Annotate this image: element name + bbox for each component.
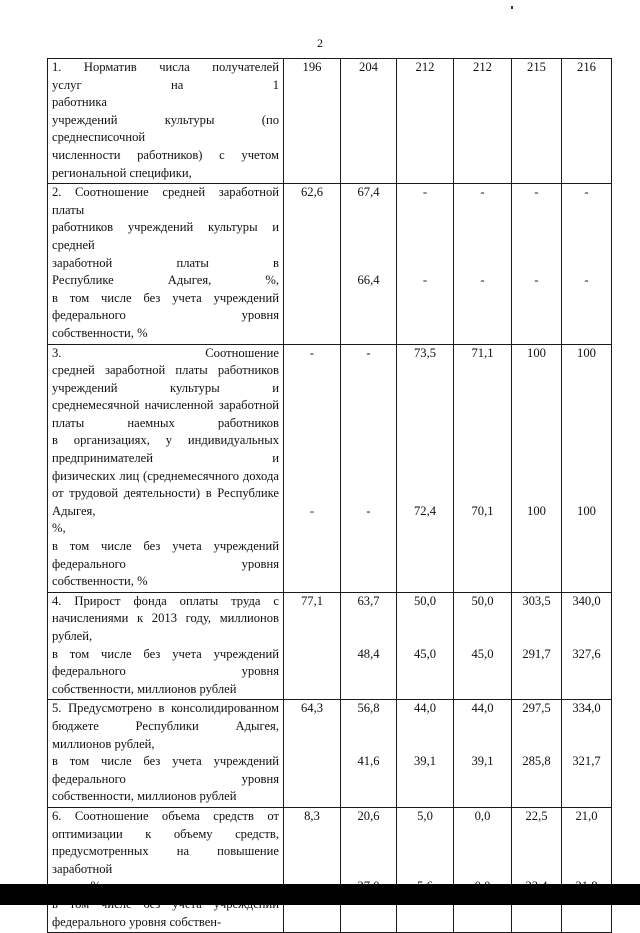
value: 71,1 — [471, 345, 494, 360]
value: 100 — [577, 345, 596, 360]
subvalue: 41,6 — [357, 754, 380, 769]
indicator-label — [48, 59, 284, 184]
value-cell — [454, 184, 512, 344]
spacer — [345, 826, 392, 879]
spacer — [516, 718, 557, 753]
spacer — [401, 362, 449, 503]
spacer — [345, 362, 392, 503]
value-cell — [284, 807, 341, 932]
subvalue: - — [309, 503, 315, 518]
subvalue: 70,1 — [471, 503, 494, 518]
scan-border — [0, 884, 640, 905]
table-row — [48, 807, 612, 932]
value-cell — [454, 59, 512, 184]
table-row — [48, 59, 612, 184]
indicator-label — [48, 592, 284, 700]
value-cell — [562, 700, 612, 808]
table-row — [48, 700, 612, 808]
value: 44,0 — [413, 701, 437, 716]
value-cell — [512, 592, 562, 700]
value: 20,6 — [357, 808, 380, 823]
spacer — [458, 718, 507, 753]
spacer — [566, 718, 607, 753]
spacer — [516, 826, 557, 879]
subvalue: 48,4 — [357, 646, 380, 661]
subvalue: 66,4 — [357, 273, 380, 288]
subvalue: 291,7 — [522, 646, 551, 661]
value-cell — [341, 807, 397, 932]
table-row — [48, 592, 612, 700]
value-cell — [562, 184, 612, 344]
spacer — [288, 202, 336, 272]
value-cell — [454, 807, 512, 932]
value-cell — [397, 592, 454, 700]
spacer — [401, 610, 449, 645]
value: - — [480, 185, 485, 200]
value-cell — [341, 700, 397, 808]
subvalue: 100 — [527, 503, 546, 518]
value: 56,8 — [357, 701, 380, 716]
indicator-label — [48, 184, 284, 344]
subvalue: - — [480, 273, 485, 288]
value-cell — [341, 184, 397, 344]
value-cell — [341, 59, 397, 184]
spacer — [458, 202, 507, 272]
value-cell — [454, 700, 512, 808]
spacer — [516, 610, 557, 645]
spacer — [516, 362, 557, 503]
subvalue: 39,1 — [471, 754, 494, 769]
spacer — [288, 610, 336, 645]
value: 44,0 — [471, 701, 494, 716]
value: 22,5 — [525, 808, 548, 823]
table-row — [48, 184, 612, 344]
spacer — [401, 202, 449, 272]
value: 50,0 — [471, 593, 494, 608]
value-cell — [512, 700, 562, 808]
subvalue: 285,8 — [522, 754, 551, 769]
subvalue: - — [422, 273, 428, 288]
value: 50,0 — [413, 593, 437, 608]
spacer — [566, 610, 607, 645]
value: 196 — [302, 60, 322, 74]
value: 8,3 — [304, 808, 320, 823]
indicator-subtext: в том числе без учета учреждений федерального уровня собственности, миллионов рублей — [52, 646, 279, 696]
value: 73,5 — [413, 345, 437, 360]
value-cell — [284, 592, 341, 700]
subvalue: - — [584, 273, 589, 288]
indicator-text: 3. Соотношение средней заработной платы работников учреждений культуры и среднемесячной начисленной заработной платы наемных работников в организациях, у индивидуальных предпринимателей и физических лиц (среднемесячного дохода от трудовой деятельности) в Республике Адыгея, %, — [52, 345, 279, 536]
value-cell — [284, 59, 341, 184]
value-cell — [454, 344, 512, 592]
spacer — [458, 826, 507, 879]
value: 297,5 — [522, 701, 551, 716]
spacer — [458, 362, 507, 503]
value: - — [584, 185, 589, 200]
spacer — [401, 718, 449, 753]
indicator-text: 5. Предусмотрено в консолидированном бюджете Республики Адыгея, миллионов рублей, — [52, 701, 279, 751]
indicator-subtext: в том числе без учета учреждений федерального уровня собственности, % — [52, 539, 279, 589]
value-cell — [341, 344, 397, 592]
subvalue: 321,7 — [572, 754, 601, 769]
value: 77,1 — [300, 593, 324, 608]
table-row — [48, 344, 612, 592]
value-cell — [454, 592, 512, 700]
value: 303,5 — [522, 593, 551, 608]
page-number: 2 — [317, 36, 323, 50]
value: 21,0 — [575, 808, 598, 823]
value-cell — [397, 700, 454, 808]
value-cell — [562, 59, 612, 184]
spacer — [458, 610, 507, 645]
value: 215 — [527, 60, 546, 74]
indicator-subtext: федерального уровня собствен- — [52, 914, 222, 929]
spacer — [345, 718, 392, 753]
value: 204 — [359, 60, 378, 74]
subvalue: 327,6 — [572, 646, 601, 661]
value: 212 — [473, 60, 492, 74]
indicator-label — [48, 700, 284, 808]
spacer — [288, 362, 336, 503]
scan-speck — [511, 6, 513, 9]
spacer — [516, 202, 557, 272]
subvalue: - — [534, 273, 539, 288]
value-cell — [397, 344, 454, 592]
value-cell — [512, 807, 562, 932]
indicator-text: 2. Соотношение средней заработной платы работников учреждений культуры и средней заработной платы в Республике Адыгея, %, — [52, 185, 279, 288]
subvalue: 39,1 — [413, 754, 437, 769]
value-cell — [341, 592, 397, 700]
value-cell — [562, 807, 612, 932]
value: 216 — [577, 60, 596, 74]
value-cell — [562, 344, 612, 592]
value: 334,0 — [572, 701, 601, 716]
subvalue: 45,0 — [471, 646, 494, 661]
value: 67,4 — [357, 185, 380, 200]
indicator-subtext: в том числе без учета учреждений федерального уровня собственности, % — [52, 290, 279, 340]
subvalue: - — [366, 503, 371, 518]
value-cell — [397, 59, 454, 184]
indicator-text: 1. Норматив числа получателей услуг на 1 работника учреждений культуры (по среднесписочной численности работников) с учетом региональной специфики, — [52, 60, 279, 180]
value: - — [366, 345, 371, 360]
value-cell — [512, 344, 562, 592]
indicator-label — [48, 344, 284, 592]
spacer — [566, 362, 607, 503]
subvalue: 72,4 — [413, 503, 437, 518]
spacer — [566, 202, 607, 272]
spacer — [288, 718, 336, 753]
value-cell — [397, 184, 454, 344]
spacer — [566, 826, 607, 879]
value: 0,0 — [474, 808, 491, 823]
value: 64,3 — [300, 701, 324, 716]
indicator-text: 6. Соотношение объема средств от оптимизации к объему средств, предусмотренных на повышение заработной — [52, 808, 279, 876]
spacer — [345, 202, 392, 272]
subvalue: 100 — [577, 503, 596, 518]
value-cell — [397, 807, 454, 932]
value: - — [309, 345, 315, 360]
value-cell — [562, 592, 612, 700]
spacer — [401, 826, 449, 879]
value: - — [422, 185, 428, 200]
indicator-subtext: в том числе без учета учреждений федерального уровня собственности, миллионов рублей — [52, 754, 279, 804]
value: 212 — [415, 60, 435, 74]
value-cell — [284, 184, 341, 344]
indicator-label — [48, 807, 284, 932]
indicator-text: 4. Прирост фонда оплаты труда с начислениями к 2013 году, миллионов рублей, — [52, 593, 279, 643]
spacer — [345, 610, 392, 645]
subvalue: 45,0 — [413, 646, 437, 661]
value-cell — [284, 700, 341, 808]
spacer — [288, 826, 336, 879]
value-cell — [284, 344, 341, 592]
value-cell — [512, 184, 562, 344]
value: 63,7 — [357, 593, 380, 608]
value-cell — [512, 59, 562, 184]
indicators-table — [47, 58, 612, 933]
value: 340,0 — [572, 593, 601, 608]
value: - — [534, 185, 539, 200]
value: 62,6 — [300, 185, 324, 200]
value: 5,0 — [417, 808, 433, 823]
value: 100 — [527, 345, 546, 360]
